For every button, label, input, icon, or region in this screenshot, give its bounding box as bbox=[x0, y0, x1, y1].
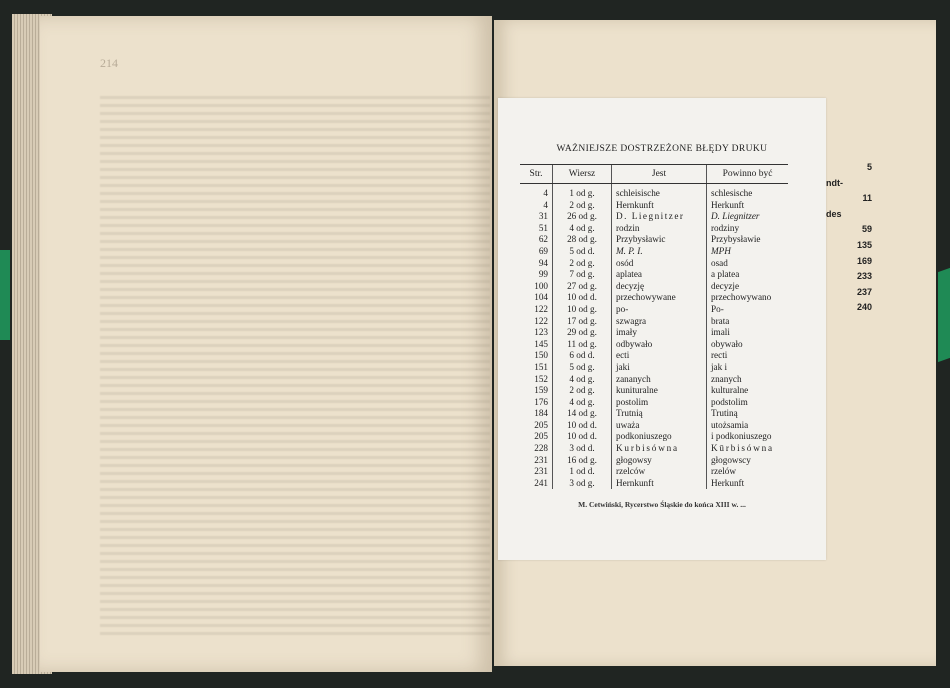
cell-line: 29 od g. bbox=[553, 327, 612, 339]
cell-line: 26 od g. bbox=[553, 211, 612, 223]
index-row: 59 bbox=[861, 224, 872, 235]
cell-correct: Herkunft bbox=[707, 478, 789, 490]
cell-line: 7 od g. bbox=[553, 269, 612, 281]
cell-wrong: imały bbox=[612, 327, 707, 339]
cell-line: 4 od g. bbox=[553, 374, 612, 386]
cell-line: 17 od g. bbox=[553, 316, 612, 328]
cell-correct: brata bbox=[707, 316, 789, 328]
cell-correct: podstolim bbox=[707, 397, 789, 409]
cell-page: 205 bbox=[534, 419, 548, 430]
table-row bbox=[520, 362, 788, 374]
table-row bbox=[520, 443, 788, 455]
table-row bbox=[520, 374, 788, 386]
cell-correct: rzelów bbox=[707, 466, 789, 478]
cell-correct: imali bbox=[707, 327, 789, 339]
cell-line: 3 od d. bbox=[553, 443, 612, 455]
cell-page: 122 bbox=[534, 315, 548, 326]
table-row bbox=[520, 385, 788, 397]
cell-line: 10 od d. bbox=[553, 292, 612, 304]
cell-wrong: odbywało bbox=[612, 339, 707, 351]
cell-line: 3 od g. bbox=[553, 478, 612, 490]
cell-correct: kulturalne bbox=[707, 385, 789, 397]
cell-line: 16 od g. bbox=[553, 455, 612, 467]
background-green-strip-right bbox=[938, 268, 950, 362]
errata-header-row bbox=[520, 165, 788, 184]
table-row bbox=[520, 292, 788, 304]
cell-wrong: D. Liegnitzer bbox=[612, 211, 707, 223]
cell-page: 184 bbox=[534, 408, 548, 419]
cell-wrong: ecti bbox=[612, 350, 707, 362]
cell-line: 10 od d. bbox=[553, 431, 612, 443]
cell-correct: przechowywano bbox=[707, 292, 789, 304]
table-row bbox=[520, 397, 788, 409]
cell-line: 10 od g. bbox=[553, 304, 612, 316]
cell-wrong: schleisische bbox=[612, 184, 707, 200]
table-row bbox=[520, 350, 788, 362]
cell-wrong: osód bbox=[612, 258, 707, 270]
index-row: 233 bbox=[856, 271, 872, 282]
cell-correct: znanych bbox=[707, 374, 789, 386]
cell-wrong: szwagra bbox=[612, 316, 707, 328]
cell-correct: Kūrbisówna bbox=[707, 443, 789, 455]
index-row: 169 bbox=[856, 255, 872, 266]
cell-line: 10 od d. bbox=[553, 420, 612, 432]
table-row bbox=[520, 478, 788, 490]
index-row: 237 bbox=[856, 286, 872, 297]
cell-wrong: aplatea bbox=[612, 269, 707, 281]
cell-page: 104 bbox=[534, 292, 548, 303]
table-row bbox=[520, 304, 788, 316]
cell-correct: głogowscy bbox=[707, 455, 789, 467]
show-through-text bbox=[100, 96, 490, 636]
errata-body bbox=[520, 184, 788, 490]
table-row bbox=[520, 281, 788, 293]
cell-line: 4 od g. bbox=[553, 397, 612, 409]
cell-correct: Herkunft bbox=[707, 200, 789, 212]
cell-correct: osad bbox=[707, 258, 789, 270]
cell-page: 150 bbox=[534, 350, 548, 361]
cell-line: 6 od d. bbox=[553, 350, 612, 362]
cell-correct: decyzje bbox=[707, 281, 789, 293]
table-row bbox=[520, 408, 788, 420]
table-row bbox=[520, 339, 788, 351]
cell-page: 123 bbox=[534, 327, 548, 338]
table-row bbox=[520, 246, 788, 258]
cell-wrong: Trutnią bbox=[612, 408, 707, 420]
cell-page: 205 bbox=[534, 431, 548, 442]
cell-wrong: kunituralne bbox=[612, 385, 707, 397]
errata-slip bbox=[498, 98, 826, 560]
cell-page: 31 bbox=[538, 211, 548, 222]
cell-page: 159 bbox=[534, 385, 548, 396]
cell-page: 151 bbox=[534, 361, 548, 372]
cell-correct: a platea bbox=[707, 269, 789, 281]
index-row: 240 bbox=[856, 302, 872, 313]
cell-correct: schlesische bbox=[707, 184, 789, 200]
cell-line: 2 od g. bbox=[553, 385, 612, 397]
table-row bbox=[520, 466, 788, 478]
cell-page: 241 bbox=[534, 477, 548, 488]
cell-wrong: głogowsy bbox=[612, 455, 707, 467]
table-row bbox=[520, 269, 788, 281]
cell-correct: obywało bbox=[707, 339, 789, 351]
cell-wrong: Hernkunft bbox=[612, 478, 707, 490]
cell-wrong: przechowywane bbox=[612, 292, 707, 304]
cell-page: 231 bbox=[534, 466, 548, 477]
index-row: 135 bbox=[856, 239, 872, 250]
cell-line: 27 od g. bbox=[553, 281, 612, 293]
cell-page: 145 bbox=[534, 338, 548, 349]
cell-page: 94 bbox=[538, 257, 548, 268]
cell-correct: recti bbox=[707, 350, 789, 362]
cell-correct: i podkoniuszego bbox=[707, 431, 789, 443]
background-green-strip-left bbox=[0, 250, 10, 340]
table-row bbox=[520, 316, 788, 328]
cell-line: 11 od g. bbox=[553, 339, 612, 351]
cell-line: 2 od g. bbox=[553, 200, 612, 212]
cell-wrong: postolim bbox=[612, 397, 707, 409]
errata-title: WAŻNIEJSZE DOSTRZEŻONE BŁĘDY DRUKU bbox=[556, 144, 768, 154]
cell-correct: D. Liegnitzer bbox=[707, 211, 789, 223]
cell-line: 1 od d. bbox=[553, 466, 612, 478]
cell-line: 4 od g. bbox=[553, 223, 612, 235]
cell-line: 5 od d. bbox=[553, 246, 612, 258]
cell-wrong: zananych bbox=[612, 374, 707, 386]
index-row: 5 bbox=[866, 162, 872, 172]
cell-page: 4 bbox=[543, 188, 548, 198]
cell-page: 99 bbox=[538, 269, 548, 280]
table-row bbox=[520, 223, 788, 235]
cell-correct: rodziny bbox=[707, 223, 789, 235]
table-row bbox=[520, 258, 788, 270]
cell-wrong: rzelców bbox=[612, 466, 707, 478]
cell-line: 5 od g. bbox=[553, 362, 612, 374]
index-row: ndt- bbox=[826, 177, 843, 188]
index-row: 11 bbox=[862, 193, 872, 204]
cell-wrong: M. P. I. bbox=[612, 246, 707, 258]
cell-page: 4 bbox=[543, 199, 548, 210]
cell-correct: Przybysławie bbox=[707, 234, 789, 246]
header-str: Str. bbox=[520, 165, 553, 184]
table-row bbox=[520, 431, 788, 443]
cell-wrong: decyzję bbox=[612, 281, 707, 293]
cell-wrong: po- bbox=[612, 304, 707, 316]
cell-line: 28 od g. bbox=[553, 234, 612, 246]
cell-wrong: Hernkunft bbox=[612, 200, 707, 212]
cell-page: 176 bbox=[534, 396, 548, 407]
cell-page: 231 bbox=[534, 454, 548, 465]
cell-correct: MPH bbox=[707, 246, 789, 258]
cell-page: 122 bbox=[534, 303, 548, 314]
header-wiersz: Wiersz bbox=[553, 165, 612, 184]
table-row bbox=[520, 234, 788, 246]
cell-line: 1 od g. bbox=[553, 184, 612, 200]
cell-wrong: Kurbisówna bbox=[612, 443, 707, 455]
cell-page: 152 bbox=[534, 373, 548, 384]
header-jest: Jest bbox=[612, 165, 707, 184]
left-page-number: 214 bbox=[100, 56, 118, 70]
cell-page: 51 bbox=[538, 222, 548, 233]
cell-page: 100 bbox=[534, 280, 548, 291]
cell-line: 2 od g. bbox=[553, 258, 612, 270]
cell-page: 62 bbox=[538, 234, 548, 245]
table-row bbox=[520, 327, 788, 339]
cell-wrong: Przybysławic bbox=[612, 234, 707, 246]
cell-page: 69 bbox=[538, 245, 548, 256]
cell-wrong: uważa bbox=[612, 420, 707, 432]
cell-wrong: rodzin bbox=[612, 223, 707, 235]
left-page bbox=[40, 16, 492, 672]
cell-wrong: podkoniuszego bbox=[612, 431, 707, 443]
cell-correct: utożsamia bbox=[707, 420, 789, 432]
header-powinno: Powinno być bbox=[707, 165, 789, 184]
cell-page: 228 bbox=[534, 443, 548, 454]
citation: M. Cetwiński, Rycerstwo Śląskie do końca XIII w. ... bbox=[578, 500, 746, 509]
table-row bbox=[520, 211, 788, 223]
cell-correct: jak i bbox=[707, 362, 789, 374]
table-row bbox=[520, 200, 788, 212]
table-row bbox=[520, 420, 788, 432]
cell-correct: Trutiną bbox=[707, 408, 789, 420]
cell-line: 14 od g. bbox=[553, 408, 612, 420]
errata-table bbox=[520, 164, 788, 489]
cell-correct: Po- bbox=[707, 304, 789, 316]
index-row: des bbox=[826, 208, 842, 219]
cell-wrong: jaki bbox=[612, 362, 707, 374]
table-row bbox=[520, 184, 788, 200]
table-row bbox=[520, 455, 788, 467]
